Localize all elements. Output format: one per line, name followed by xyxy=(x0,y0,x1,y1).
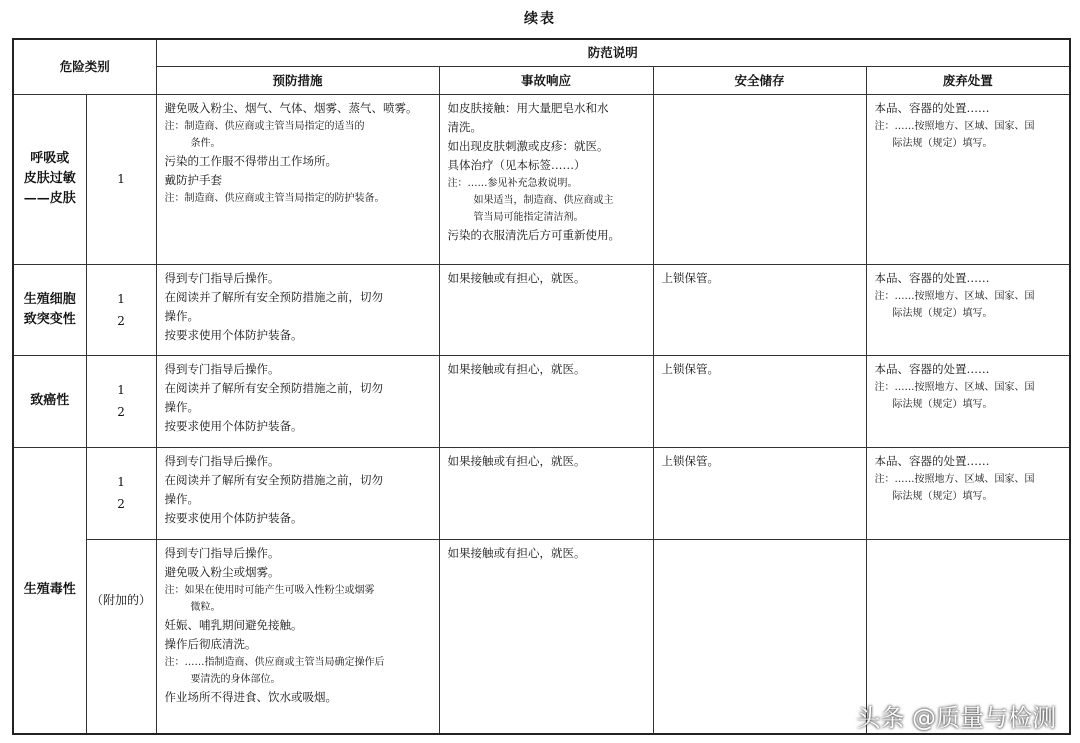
category-text: 致突变性 xyxy=(23,311,76,327)
text-line: 如果接触或有担心，就医。 xyxy=(447,361,586,376)
text-line: 按要求使用个体防护装备。 xyxy=(164,418,303,433)
text-line: 污染的工作服不得带出工作场所。 xyxy=(164,153,338,168)
level-text: 1 xyxy=(117,291,125,306)
hazard-category-cell xyxy=(13,447,86,734)
level-text: （附加的） xyxy=(91,593,152,608)
level-text: 1 xyxy=(117,475,125,489)
hazard-precaution-table xyxy=(12,38,1071,735)
disposal-cell xyxy=(866,264,1070,355)
hazard-level-cell xyxy=(86,447,156,539)
storage-cell xyxy=(653,539,866,734)
text-line: 得到专门指导后操作。 xyxy=(164,453,280,468)
text-line: 在阅读并了解所有安全预防措施之前，切勿 xyxy=(164,380,384,395)
note-continuation: 要清洗的身体部位。 xyxy=(190,673,281,685)
response-cell xyxy=(439,355,653,447)
note-continuation: 际法规（规定）填写。 xyxy=(892,137,993,149)
storage-cell xyxy=(653,94,866,264)
category-text: 生殖细胞 xyxy=(23,291,76,307)
text-line: 得到专门指导后操作。 xyxy=(164,361,280,376)
response-cell xyxy=(439,94,653,264)
text-line: 操作。 xyxy=(164,399,200,414)
note-continuation: 际法规（规定）填写。 xyxy=(892,398,993,410)
text-line: 如果接触或有担心，就医。 xyxy=(447,453,586,468)
text-line: 如皮肤接触：用大量肥皂水和水 xyxy=(447,100,609,115)
header-disposal: 废弃处置 xyxy=(866,66,1070,94)
text-line: 按要求使用个体防护装备。 xyxy=(164,327,303,342)
category-text: 致癌性 xyxy=(30,393,70,408)
storage-cell xyxy=(653,264,866,355)
note-line: 注：……参见补充急救说明。 xyxy=(447,177,578,189)
hazard-level-cell xyxy=(86,94,156,264)
table-row xyxy=(13,94,1070,264)
text-line: 具体治疗（见本标签……） xyxy=(447,157,586,172)
hazard-category-cell xyxy=(13,94,86,264)
table-row xyxy=(13,264,1070,355)
text-line: 清洗。 xyxy=(447,119,483,134)
prevention-cell xyxy=(156,94,439,264)
hazard-level-cell xyxy=(86,355,156,447)
prevention-cell xyxy=(156,355,439,447)
response-cell xyxy=(439,539,653,734)
text-line: 戴防护手套 xyxy=(164,172,223,187)
category-text: 生殖毒性 xyxy=(23,582,76,598)
table-row xyxy=(13,447,1070,539)
text-line: 操作。 xyxy=(164,491,200,506)
disposal-cell xyxy=(866,447,1070,539)
level-text: 1 xyxy=(117,172,125,186)
text-line: 按要求使用个体防护装备。 xyxy=(164,510,303,525)
text-line: 在阅读并了解所有安全预防措施之前，切勿 xyxy=(164,472,384,487)
text-line: 避免吸入粉尘、烟气、气体、烟雾、蒸气、喷雾。 xyxy=(164,100,418,115)
hazard-category-cell xyxy=(13,355,86,447)
prevention-cell xyxy=(156,539,439,734)
note-line: 注：……指制造商、供应商或主管当局确定操作后 xyxy=(164,656,385,668)
note-continuation: 条件。 xyxy=(190,137,221,149)
level-text: 1 xyxy=(117,383,125,397)
storage-cell xyxy=(653,355,866,447)
text-line: 污染的衣服清洗后方可重新使用。 xyxy=(447,227,621,242)
header-prevention: 预防措施 xyxy=(156,66,439,94)
level-text: 2 xyxy=(117,313,125,328)
header-hazard-category: 危险类别 xyxy=(13,39,156,94)
text-line: 上锁保管。 xyxy=(661,361,720,376)
watermark: 头条 @质量与检测 xyxy=(856,704,1056,732)
text-line: 在阅读并了解所有安全预防措施之前，切勿 xyxy=(164,289,384,304)
category-text: ——皮肤 xyxy=(23,191,76,206)
text-line: 本品、容器的处置…… xyxy=(874,270,990,285)
hazard-category-cell xyxy=(13,264,86,355)
response-cell xyxy=(439,447,653,539)
note-line: 注：……按照地方、区域、国家、国 xyxy=(874,473,1035,485)
table-caption: 续表 xyxy=(524,11,556,27)
text-line: 操作后彻底清洗。 xyxy=(164,636,257,651)
text-line: 本品、容器的处置…… xyxy=(874,453,990,468)
hazard-level-cell xyxy=(86,264,156,355)
level-text: 2 xyxy=(117,497,125,511)
category-text: 呼吸或 xyxy=(30,151,70,166)
text-line: 上锁保管。 xyxy=(661,270,720,285)
text-line: 得到专门指导后操作。 xyxy=(164,545,280,560)
text-line: 如出现皮肤刺激或皮疹：就医。 xyxy=(447,138,609,153)
text-line: 如果接触或有担心，就医。 xyxy=(447,545,586,560)
note-continuation: 际法规（规定）填写。 xyxy=(892,490,993,502)
note-continuation: 如果适当，制造商、供应商或主 xyxy=(473,194,614,206)
prevention-cell xyxy=(156,447,439,539)
text-line: 如果接触或有担心，就医。 xyxy=(447,270,586,285)
note-line: 注：……按照地方、区域、国家、国 xyxy=(874,120,1035,132)
header-storage: 安全储存 xyxy=(653,66,866,94)
header-precaution-guidance: 防范说明 xyxy=(156,39,1070,66)
text-line: 避免吸入粉尘或烟雾。 xyxy=(164,564,280,579)
storage-cell xyxy=(653,447,866,539)
note-continuation: 管当局可能指定清洁剂。 xyxy=(473,211,584,223)
note-line: 注：……按照地方、区域、国家、国 xyxy=(874,290,1035,302)
prevention-cell xyxy=(156,264,439,355)
disposal-cell xyxy=(866,355,1070,447)
note-line: 注：制造商、供应商或主管当局指定的防护装备。 xyxy=(164,192,385,204)
note-line: 注：……按照地方、区域、国家、国 xyxy=(874,381,1035,393)
note-line: 注：制造商、供应商或主管当局指定的适当的 xyxy=(164,120,365,132)
text-line: 妊娠、哺乳期间避免接触。 xyxy=(164,617,303,632)
level-text: 2 xyxy=(117,405,125,419)
category-text: 皮肤过敏 xyxy=(23,171,76,186)
header-response: 事故响应 xyxy=(439,66,653,94)
text-line: 本品、容器的处置…… xyxy=(874,361,990,376)
text-line: 本品、容器的处置…… xyxy=(874,100,990,115)
note-line: 注：如果在使用时可能产生可吸入性粉尘或烟雾 xyxy=(164,584,375,596)
response-cell xyxy=(439,264,653,355)
text-line: 操作。 xyxy=(164,308,200,323)
disposal-cell xyxy=(866,94,1070,264)
note-continuation: 微粒。 xyxy=(190,601,221,613)
text-line: 上锁保管。 xyxy=(661,453,720,468)
text-line: 作业场所不得进食、饮水或吸烟。 xyxy=(164,689,338,704)
note-continuation: 际法规（规定）填写。 xyxy=(892,307,993,319)
table-row xyxy=(13,355,1070,447)
text-line: 得到专门指导后操作。 xyxy=(164,270,280,285)
hazard-level-cell xyxy=(86,539,156,734)
